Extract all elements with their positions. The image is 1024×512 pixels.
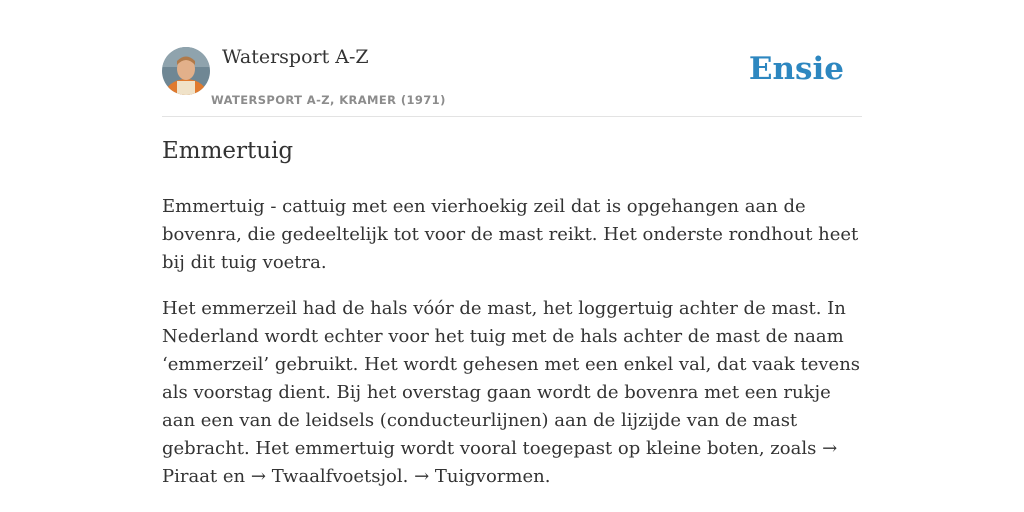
author-name[interactable]: Watersport A-Z [222, 46, 369, 68]
entry-title: Emmertuig [162, 138, 294, 164]
link-twaalfvoetsjol[interactable]: → Twaalfvoetsjol. [250, 466, 409, 487]
ensie-logo[interactable]: Ensie [748, 51, 844, 87]
link-piraat[interactable]: → Piraat [162, 438, 838, 487]
link-tuigvormen[interactable]: → Tuigvormen. [414, 466, 551, 487]
paragraph-1: Emmertuig - cattuig met een vierhoekig zeil dat is opgehangen aan de bovenra, die gedeeltelijk tot voor de mast reikt. Het onderste rondhout heet bij dit tuig voetra. [162, 196, 859, 273]
paragraph-2 [162, 295, 864, 491]
source-label[interactable]: WATERSPORT A-Z, KRAMER (1971) [211, 93, 446, 107]
entry-body [162, 193, 864, 509]
person-photo-avatar-icon [162, 47, 210, 95]
author-avatar[interactable] [162, 47, 210, 95]
paragraph-2-text: Het emmerzeil had de hals vóór de mast, het loggertuig achter de mast. In Nederland wordt echter voor het tuig met de hals achter de mast de naam ‘emmerzeil’ gebruikt. Het wordt gehesen met een enkel val, dat vaak tevens als voorstag dient. Bij het overstag gaan wordt de bovenra met een rukje aan een van de leidsels (conducteurlijnen) aan de lijzijde van de mast gebracht. Het emmertuig wordt vooral toegepast op kleine boten, zoals [162, 298, 861, 459]
entry-header [162, 44, 862, 117]
conjunction: en [222, 466, 246, 487]
